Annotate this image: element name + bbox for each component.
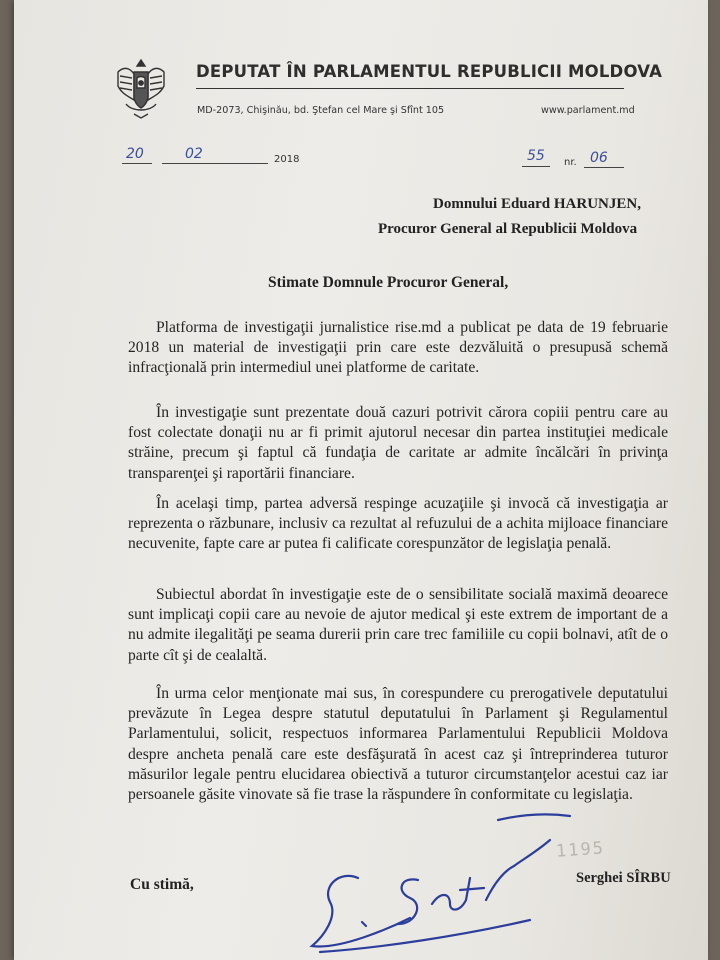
body-paragraph-3: În acelaşi timp, partea adversă respinge acuzaţiile şi invocă că investigaţia ar reprezenta o răzbunare, inclusiv ca rezultat al refuzului de a achita mijloace financiare necuvenite, fapte care ar putea fi calificate corespunzător de legislaţia penală. <box>128 495 668 553</box>
date-month: 02 <box>185 146 203 162</box>
ref-number: 55 <box>527 148 545 164</box>
closing: Cu stimă, <box>130 876 194 893</box>
addressee-title: Procuror General al Republicii Moldova <box>378 221 638 237</box>
letterhead-website: www.parlament.md <box>541 105 635 116</box>
handwritten-signature <box>300 800 590 960</box>
body-paragraph-5: În urma celor menţionate mai sus, în corespundere cu prerogativele deputatului prevăzute în Legea despre statutul deputatului în Parlament şi Regulamentul Parlamentului, solicit, respectuos informarea Parlamentului Republicii Moldova despre ancheta penală care este desfăşurată în acest caz şi întreprinderea tuturor măsurilor legale pentru elucidarea obiectivă a tuturor circumstanţelor acestui caz iar persoanele găsite vinovate să fie trase la răspundere în conformitate cu legislaţia. <box>128 685 668 804</box>
coat-of-arms-icon <box>112 56 170 122</box>
signer-name: Serghei SÎRBU <box>576 870 671 886</box>
body-paragraph-4: Subiectul abordat în investigaţie este de o sensibilitate socială maximă deoarece sunt implicaţi copii care au nevoie de ajutor medical şi este extrem de important de a nu admite ilegalităţi pe seama durerii prin care trec familiile cu copii bolnavi, atît de o parte cît şi de cealaltă. <box>128 586 668 664</box>
date-day-line <box>122 163 152 164</box>
addressee-name: Domnului Eduard HARUNJEN, <box>433 196 641 212</box>
ref-suffix: 06 <box>590 150 608 166</box>
faint-stamp: 1195 <box>555 838 606 862</box>
body-paragraph-1: Platforma de investigaţii jurnalistice rise.md a publicat pe data de 19 februarie 2018 un material de investigaţii prin care este dezvăluită o presupusă schemă infracţională prin intermediul unei platforme de caritate. <box>128 319 668 377</box>
letterhead-title: DEPUTAT ÎN PARLAMENTUL REPUBLICII MOLDOVA <box>196 62 663 81</box>
letterhead-rule <box>196 88 624 89</box>
date-year: 2018 <box>274 154 300 165</box>
salutation: Stimate Domnule Procuror General, <box>268 274 509 291</box>
nr-label: nr. <box>564 157 577 168</box>
ref-suffix-line <box>584 167 624 168</box>
ref-number-line <box>522 166 550 167</box>
date-day: 20 <box>126 146 144 162</box>
date-month-line <box>162 163 268 164</box>
letterhead-address: MD-2073, Chişinău, bd. Ştefan cel Mare şi Sfînt 105 <box>197 105 445 116</box>
body-paragraph-2: În investigaţie sunt prezentate două cazuri potrivit cărora copiii pentru care au fost colectate donaţii nu ar fi primit ajutorul necesar din partea instituţiei medicale străine, precum şi faptul că fundaţia de caritate ar admite încălcări în privinţa transparenţei şi raportării financiare. <box>128 404 668 482</box>
